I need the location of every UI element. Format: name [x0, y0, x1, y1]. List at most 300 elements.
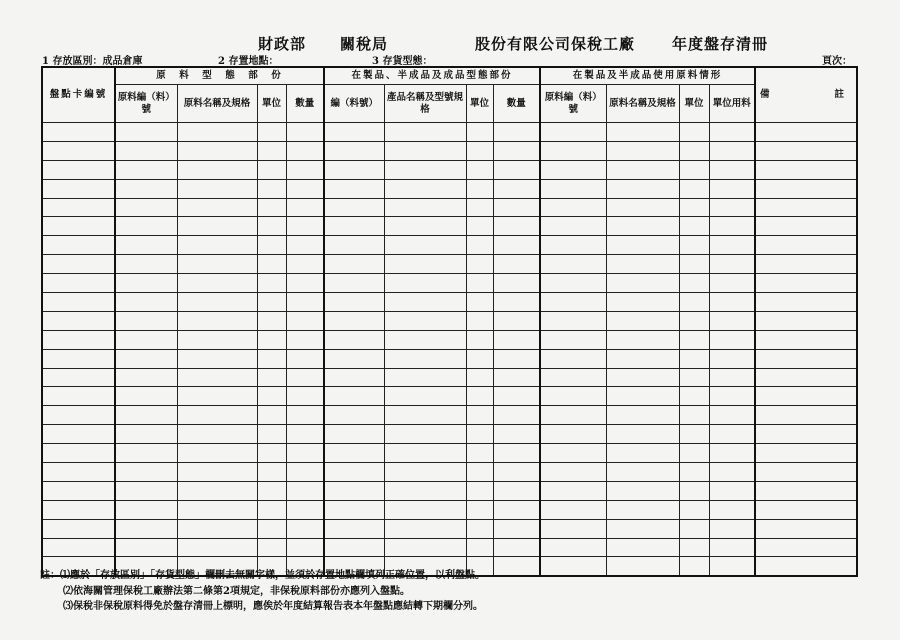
table-cell[interactable]	[384, 217, 466, 236]
table-cell[interactable]	[286, 519, 324, 538]
table-cell[interactable]	[384, 141, 466, 160]
table-cell[interactable]	[606, 274, 679, 293]
table-cell[interactable]	[540, 349, 606, 368]
table-cell[interactable]	[679, 236, 709, 255]
table-cell[interactable]	[177, 179, 257, 198]
table-cell[interactable]	[115, 123, 177, 142]
table-cell[interactable]	[286, 330, 324, 349]
table-cell[interactable]	[679, 406, 709, 425]
table-cell[interactable]	[115, 179, 177, 198]
table-cell[interactable]	[709, 538, 755, 557]
table-cell[interactable]	[466, 141, 493, 160]
table-cell[interactable]	[709, 217, 755, 236]
table-cell[interactable]	[257, 160, 286, 179]
table-cell[interactable]	[257, 217, 286, 236]
table-cell[interactable]	[324, 368, 384, 387]
table-cell[interactable]	[384, 311, 466, 330]
table-cell[interactable]	[42, 141, 115, 160]
table-cell[interactable]	[709, 463, 755, 482]
table-cell[interactable]	[257, 349, 286, 368]
table-cell[interactable]	[466, 293, 493, 312]
table-cell[interactable]	[324, 500, 384, 519]
table-cell[interactable]	[42, 311, 115, 330]
table-cell[interactable]	[257, 444, 286, 463]
table-cell[interactable]	[177, 538, 257, 557]
table-cell[interactable]	[493, 236, 540, 255]
table-cell[interactable]	[384, 444, 466, 463]
table-cell[interactable]	[324, 311, 384, 330]
table-cell[interactable]	[755, 293, 857, 312]
table-cell[interactable]	[42, 406, 115, 425]
table-cell[interactable]	[709, 406, 755, 425]
table-cell[interactable]	[540, 198, 606, 217]
table-cell[interactable]	[42, 217, 115, 236]
table-cell[interactable]	[466, 444, 493, 463]
table-cell[interactable]	[384, 349, 466, 368]
table-cell[interactable]	[540, 406, 606, 425]
table-cell[interactable]	[177, 274, 257, 293]
table-cell[interactable]	[755, 349, 857, 368]
table-cell[interactable]	[384, 255, 466, 274]
table-cell[interactable]	[115, 463, 177, 482]
table-cell[interactable]	[493, 123, 540, 142]
table-cell[interactable]	[493, 463, 540, 482]
table-cell[interactable]	[755, 500, 857, 519]
table-cell[interactable]	[42, 387, 115, 406]
table-cell[interactable]	[324, 425, 384, 444]
table-cell[interactable]	[493, 141, 540, 160]
table-cell[interactable]	[324, 160, 384, 179]
table-cell[interactable]	[606, 519, 679, 538]
table-cell[interactable]	[709, 500, 755, 519]
table-cell[interactable]	[679, 538, 709, 557]
table-cell[interactable]	[177, 141, 257, 160]
table-cell[interactable]	[606, 160, 679, 179]
table-cell[interactable]	[115, 141, 177, 160]
table-cell[interactable]	[384, 160, 466, 179]
table-cell[interactable]	[606, 349, 679, 368]
table-cell[interactable]	[606, 425, 679, 444]
table-cell[interactable]	[709, 274, 755, 293]
table-cell[interactable]	[540, 255, 606, 274]
table-cell[interactable]	[324, 255, 384, 274]
table-cell[interactable]	[286, 198, 324, 217]
table-cell[interactable]	[42, 293, 115, 312]
table-cell[interactable]	[679, 311, 709, 330]
table-cell[interactable]	[286, 538, 324, 557]
table-cell[interactable]	[384, 274, 466, 293]
table-cell[interactable]	[540, 141, 606, 160]
table-cell[interactable]	[540, 500, 606, 519]
table-cell[interactable]	[324, 293, 384, 312]
table-cell[interactable]	[257, 425, 286, 444]
table-cell[interactable]	[257, 123, 286, 142]
table-cell[interactable]	[709, 179, 755, 198]
table-cell[interactable]	[466, 463, 493, 482]
table-cell[interactable]	[606, 255, 679, 274]
table-cell[interactable]	[177, 387, 257, 406]
table-cell[interactable]	[177, 198, 257, 217]
table-cell[interactable]	[42, 255, 115, 274]
table-cell[interactable]	[540, 311, 606, 330]
table-cell[interactable]	[115, 387, 177, 406]
table-cell[interactable]	[324, 198, 384, 217]
table-cell[interactable]	[493, 500, 540, 519]
table-cell[interactable]	[709, 425, 755, 444]
table-cell[interactable]	[540, 444, 606, 463]
table-cell[interactable]	[257, 179, 286, 198]
table-cell[interactable]	[493, 311, 540, 330]
table-cell[interactable]	[709, 519, 755, 538]
table-cell[interactable]	[177, 463, 257, 482]
table-cell[interactable]	[493, 293, 540, 312]
table-cell[interactable]	[324, 519, 384, 538]
table-cell[interactable]	[324, 236, 384, 255]
table-cell[interactable]	[115, 538, 177, 557]
table-cell[interactable]	[606, 198, 679, 217]
table-cell[interactable]	[606, 311, 679, 330]
table-cell[interactable]	[286, 406, 324, 425]
table-cell[interactable]	[493, 519, 540, 538]
table-cell[interactable]	[257, 387, 286, 406]
table-cell[interactable]	[606, 368, 679, 387]
table-cell[interactable]	[540, 160, 606, 179]
table-cell[interactable]	[115, 444, 177, 463]
table-cell[interactable]	[177, 425, 257, 444]
table-cell[interactable]	[324, 274, 384, 293]
table-cell[interactable]	[257, 538, 286, 557]
table-cell[interactable]	[115, 236, 177, 255]
table-cell[interactable]	[606, 217, 679, 236]
table-cell[interactable]	[709, 198, 755, 217]
table-cell[interactable]	[42, 198, 115, 217]
table-cell[interactable]	[286, 255, 324, 274]
table-cell[interactable]	[709, 123, 755, 142]
table-cell[interactable]	[384, 236, 466, 255]
table-cell[interactable]	[466, 425, 493, 444]
table-cell[interactable]	[42, 123, 115, 142]
table-cell[interactable]	[384, 387, 466, 406]
table-cell[interactable]	[709, 349, 755, 368]
table-cell[interactable]	[606, 481, 679, 500]
table-cell[interactable]	[709, 387, 755, 406]
table-cell[interactable]	[755, 217, 857, 236]
table-cell[interactable]	[606, 236, 679, 255]
table-cell[interactable]	[324, 330, 384, 349]
table-cell[interactable]	[324, 217, 384, 236]
table-cell[interactable]	[177, 330, 257, 349]
table-cell[interactable]	[466, 387, 493, 406]
table-cell[interactable]	[286, 425, 324, 444]
table-cell[interactable]	[286, 274, 324, 293]
table-cell[interactable]	[493, 538, 540, 557]
table-cell[interactable]	[324, 349, 384, 368]
table-cell[interactable]	[679, 179, 709, 198]
table-cell[interactable]	[384, 481, 466, 500]
table-cell[interactable]	[679, 217, 709, 236]
table-cell[interactable]	[286, 217, 324, 236]
table-cell[interactable]	[466, 236, 493, 255]
table-cell[interactable]	[257, 481, 286, 500]
table-cell[interactable]	[709, 444, 755, 463]
table-cell[interactable]	[466, 538, 493, 557]
table-cell[interactable]	[286, 500, 324, 519]
table-cell[interactable]	[606, 179, 679, 198]
table-cell[interactable]	[257, 500, 286, 519]
table-cell[interactable]	[324, 406, 384, 425]
table-cell[interactable]	[755, 274, 857, 293]
table-cell[interactable]	[257, 330, 286, 349]
table-cell[interactable]	[257, 519, 286, 538]
table-cell[interactable]	[540, 368, 606, 387]
table-cell[interactable]	[42, 330, 115, 349]
table-cell[interactable]	[493, 425, 540, 444]
table-cell[interactable]	[324, 123, 384, 142]
table-cell[interactable]	[177, 293, 257, 312]
table-cell[interactable]	[384, 198, 466, 217]
table-cell[interactable]	[42, 368, 115, 387]
table-cell[interactable]	[466, 123, 493, 142]
table-cell[interactable]	[177, 519, 257, 538]
table-cell[interactable]	[755, 444, 857, 463]
table-cell[interactable]	[42, 425, 115, 444]
table-cell[interactable]	[324, 481, 384, 500]
table-cell[interactable]	[679, 330, 709, 349]
table-cell[interactable]	[286, 236, 324, 255]
table-cell[interactable]	[384, 406, 466, 425]
table-cell[interactable]	[755, 198, 857, 217]
table-cell[interactable]	[679, 368, 709, 387]
table-cell[interactable]	[115, 349, 177, 368]
table-cell[interactable]	[286, 179, 324, 198]
table-cell[interactable]	[755, 236, 857, 255]
table-cell[interactable]	[115, 368, 177, 387]
table-cell[interactable]	[384, 293, 466, 312]
table-cell[interactable]	[755, 406, 857, 425]
table-cell[interactable]	[540, 236, 606, 255]
table-cell[interactable]	[755, 160, 857, 179]
table-cell[interactable]	[540, 293, 606, 312]
table-cell[interactable]	[540, 538, 606, 557]
table-cell[interactable]	[257, 293, 286, 312]
table-cell[interactable]	[324, 387, 384, 406]
table-cell[interactable]	[384, 330, 466, 349]
table-cell[interactable]	[42, 481, 115, 500]
table-cell[interactable]	[679, 123, 709, 142]
table-cell[interactable]	[755, 330, 857, 349]
table-cell[interactable]	[466, 406, 493, 425]
table-cell[interactable]	[466, 349, 493, 368]
table-cell[interactable]	[709, 141, 755, 160]
table-cell[interactable]	[755, 425, 857, 444]
table-cell[interactable]	[493, 349, 540, 368]
table-cell[interactable]	[115, 274, 177, 293]
table-cell[interactable]	[115, 255, 177, 274]
table-cell[interactable]	[324, 444, 384, 463]
table-cell[interactable]	[384, 123, 466, 142]
table-cell[interactable]	[257, 406, 286, 425]
table-cell[interactable]	[540, 481, 606, 500]
table-cell[interactable]	[709, 481, 755, 500]
table-cell[interactable]	[286, 368, 324, 387]
table-cell[interactable]	[755, 179, 857, 198]
table-cell[interactable]	[493, 274, 540, 293]
table-cell[interactable]	[257, 311, 286, 330]
table-cell[interactable]	[755, 123, 857, 142]
table-cell[interactable]	[324, 179, 384, 198]
table-cell[interactable]	[177, 236, 257, 255]
table-cell[interactable]	[466, 255, 493, 274]
table-cell[interactable]	[606, 463, 679, 482]
table-cell[interactable]	[466, 311, 493, 330]
table-cell[interactable]	[42, 538, 115, 557]
table-cell[interactable]	[324, 463, 384, 482]
table-cell[interactable]	[177, 481, 257, 500]
table-cell[interactable]	[606, 293, 679, 312]
table-cell[interactable]	[286, 444, 324, 463]
table-cell[interactable]	[606, 387, 679, 406]
table-cell[interactable]	[42, 160, 115, 179]
table-cell[interactable]	[755, 538, 857, 557]
table-cell[interactable]	[324, 141, 384, 160]
table-cell[interactable]	[679, 481, 709, 500]
table-cell[interactable]	[177, 349, 257, 368]
table-cell[interactable]	[177, 217, 257, 236]
table-cell[interactable]	[466, 500, 493, 519]
table-cell[interactable]	[286, 349, 324, 368]
table-cell[interactable]	[679, 274, 709, 293]
table-cell[interactable]	[115, 330, 177, 349]
table-cell[interactable]	[679, 425, 709, 444]
table-cell[interactable]	[42, 519, 115, 538]
table-cell[interactable]	[42, 349, 115, 368]
table-cell[interactable]	[606, 444, 679, 463]
table-cell[interactable]	[177, 406, 257, 425]
table-cell[interactable]	[493, 198, 540, 217]
table-cell[interactable]	[606, 141, 679, 160]
table-cell[interactable]	[709, 368, 755, 387]
table-cell[interactable]	[493, 255, 540, 274]
table-cell[interactable]	[755, 387, 857, 406]
table-cell[interactable]	[384, 500, 466, 519]
table-cell[interactable]	[115, 217, 177, 236]
table-cell[interactable]	[286, 311, 324, 330]
table-cell[interactable]	[709, 255, 755, 274]
table-cell[interactable]	[679, 500, 709, 519]
table-cell[interactable]	[679, 463, 709, 482]
table-cell[interactable]	[115, 311, 177, 330]
table-cell[interactable]	[42, 236, 115, 255]
table-cell[interactable]	[679, 198, 709, 217]
table-cell[interactable]	[606, 500, 679, 519]
table-cell[interactable]	[755, 519, 857, 538]
table-cell[interactable]	[115, 519, 177, 538]
table-cell[interactable]	[42, 500, 115, 519]
table-cell[interactable]	[679, 141, 709, 160]
table-cell[interactable]	[755, 463, 857, 482]
table-cell[interactable]	[286, 293, 324, 312]
table-cell[interactable]	[466, 330, 493, 349]
table-cell[interactable]	[42, 463, 115, 482]
table-cell[interactable]	[679, 255, 709, 274]
table-cell[interactable]	[115, 293, 177, 312]
table-cell[interactable]	[493, 179, 540, 198]
table-cell[interactable]	[257, 255, 286, 274]
table-cell[interactable]	[177, 123, 257, 142]
table-cell[interactable]	[286, 160, 324, 179]
table-cell[interactable]	[493, 368, 540, 387]
table-cell[interactable]	[493, 406, 540, 425]
table-cell[interactable]	[540, 330, 606, 349]
table-cell[interactable]	[177, 160, 257, 179]
table-cell[interactable]	[493, 160, 540, 179]
table-cell[interactable]	[540, 217, 606, 236]
table-cell[interactable]	[466, 160, 493, 179]
table-cell[interactable]	[286, 463, 324, 482]
table-cell[interactable]	[466, 368, 493, 387]
table-cell[interactable]	[709, 311, 755, 330]
table-cell[interactable]	[177, 500, 257, 519]
table-cell[interactable]	[115, 500, 177, 519]
table-cell[interactable]	[755, 368, 857, 387]
table-cell[interactable]	[679, 293, 709, 312]
table-cell[interactable]	[709, 160, 755, 179]
table-cell[interactable]	[257, 274, 286, 293]
table-cell[interactable]	[286, 123, 324, 142]
table-cell[interactable]	[540, 463, 606, 482]
table-cell[interactable]	[286, 141, 324, 160]
table-cell[interactable]	[679, 160, 709, 179]
table-cell[interactable]	[755, 255, 857, 274]
table-cell[interactable]	[540, 425, 606, 444]
table-cell[interactable]	[257, 463, 286, 482]
table-cell[interactable]	[709, 330, 755, 349]
table-cell[interactable]	[257, 141, 286, 160]
table-cell[interactable]	[493, 481, 540, 500]
table-cell[interactable]	[384, 463, 466, 482]
table-cell[interactable]	[540, 123, 606, 142]
table-cell[interactable]	[679, 349, 709, 368]
table-cell[interactable]	[466, 198, 493, 217]
table-cell[interactable]	[257, 236, 286, 255]
table-cell[interactable]	[493, 330, 540, 349]
table-cell[interactable]	[755, 311, 857, 330]
table-cell[interactable]	[466, 179, 493, 198]
table-cell[interactable]	[177, 255, 257, 274]
table-cell[interactable]	[286, 481, 324, 500]
table-cell[interactable]	[709, 236, 755, 255]
table-cell[interactable]	[466, 519, 493, 538]
table-cell[interactable]	[755, 141, 857, 160]
table-cell[interactable]	[606, 538, 679, 557]
table-cell[interactable]	[466, 217, 493, 236]
table-cell[interactable]	[42, 444, 115, 463]
table-cell[interactable]	[115, 406, 177, 425]
table-cell[interactable]	[115, 425, 177, 444]
table-cell[interactable]	[384, 538, 466, 557]
table-cell[interactable]	[384, 368, 466, 387]
table-cell[interactable]	[42, 179, 115, 198]
table-cell[interactable]	[493, 444, 540, 463]
table-cell[interactable]	[257, 368, 286, 387]
table-cell[interactable]	[384, 179, 466, 198]
table-cell[interactable]	[709, 293, 755, 312]
table-cell[interactable]	[540, 519, 606, 538]
table-cell[interactable]	[115, 198, 177, 217]
table-cell[interactable]	[540, 179, 606, 198]
table-cell[interactable]	[384, 519, 466, 538]
table-cell[interactable]	[466, 481, 493, 500]
